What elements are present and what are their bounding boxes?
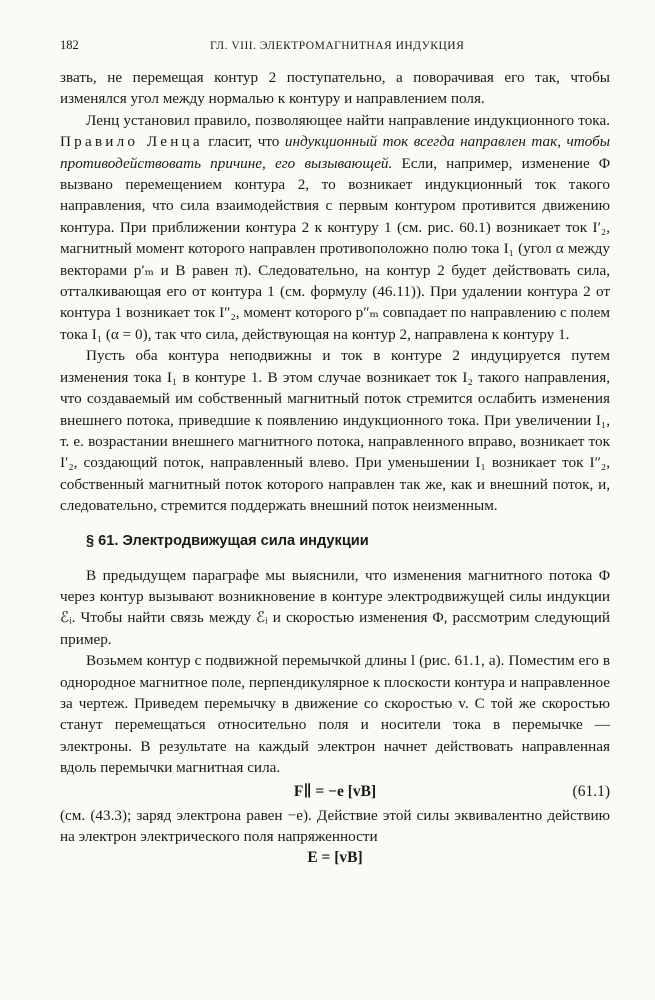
- section-title: § 61. Электродвижущая сила индукции: [86, 532, 369, 549]
- equation-field: E = [vB]: [307, 849, 363, 867]
- lenz-rule-term: Правило Ленца: [60, 133, 203, 151]
- lenz-intro-text: Ленц установил правило, позволяющее найти направление индукционного тока.: [86, 111, 610, 129]
- equation-expression: F∥ = −e [vB]: [293, 782, 377, 800]
- paragraph-movable-bar: Возьмем контур с подвижной перемычкой длины l (рис. 61.1, а). Поместим его в однородное магнитное поле, перпендикулярное к плоскости контура и направленное за чертеж. Приведем перемычку в движение со скоростью v. С той же скоростью станут перемещаться относительно поля и носители тока в перемычке — электроны. В результате на каждый электрон начнет действовать направленная вдоль перемычки магнитная сила.: [60, 652, 610, 777]
- paragraph-lenz-rule: [60, 110, 610, 345]
- lenz-example-text: Если, например, изменение Φ вызвано перемещением контура 2, то возникает индукционный ток такого направления, что сила взаимодействия с первым контуром противится движению контура. При приближении контура 2 к контуру 1 (см. рис. 60.1) возникает ток I′₂, магнитный момент которого направлен противоположно полю тока I₁ (угол α между векторами p′ₘ и B равен π). Следовательно, на контур 2 будет действовать сила, отталкивающая его от контура 1 (см. формулу (46.11)). При удалении контура 2 от контура 1 возникает ток I″₂, момент которого p″ₘ совпадает по направлению с полем тока I₁ (α = 0), так что сила, действующая на контур 2, направлена к контуру 1.: [60, 154, 611, 343]
- page: [60, 38, 610, 869]
- page-number: 182: [60, 38, 79, 52]
- page-header: [60, 38, 610, 53]
- running-title: ГЛ. VIII. ЭЛЕКТРОМАГНИТНАЯ ИНДУКЦИЯ: [210, 40, 465, 52]
- lenz-says-text: гласит, что: [208, 133, 280, 151]
- paragraph-continuation: звать, не перемещая контур 2 поступательно, а поворачивая его так, чтобы изменялся угол между нормалью к контуру и направлением поля.: [60, 69, 610, 108]
- paragraph-fixed-contours: Пусть оба контура неподвижны и ток в контуре 2 индуцируется путем изменения тока I₁ в контуре 1. В этом случае возникает ток I₂ такого направления, что создаваемый им собственный магнитный поток стремится ослабить изменения внешнего потока, приведшие к появлению индукционного тока. При увеличении I₁, т. е. возрастании внешнего магнитного потока, направленного вправо, возникает ток I′₂, создающий поток, направленный влево. При уменьшении I₁ возникает ток I″₂, собственный магнитный поток которого направлен так же, как и внешний поток, и, следовательно, стремится поддержать внешний поток неизменным.: [60, 347, 610, 515]
- equation-61-1: [60, 781, 610, 803]
- paragraph-section-intro: В предыдущем параграфе мы выяснили, что изменения магнитного потока Φ через контур вызывают возникновение в контуре электродвижущей силы индукции ℰᵢ. Чтобы найти связь между ℰᵢ и скоростью изменения Φ, рассмотрим следующий пример.: [60, 566, 610, 648]
- equation-number: (61.1): [572, 782, 610, 800]
- lenz-rule-statement: индукционный ток всегда направлен так, чтобы противодействовать причине, его вызывающей.: [60, 133, 611, 172]
- paragraph-after-equation: (см. (43.3); заряд электрона равен −e). Действие этой силы эквивалентно действию на электрон электрического поля напряженности: [60, 806, 610, 845]
